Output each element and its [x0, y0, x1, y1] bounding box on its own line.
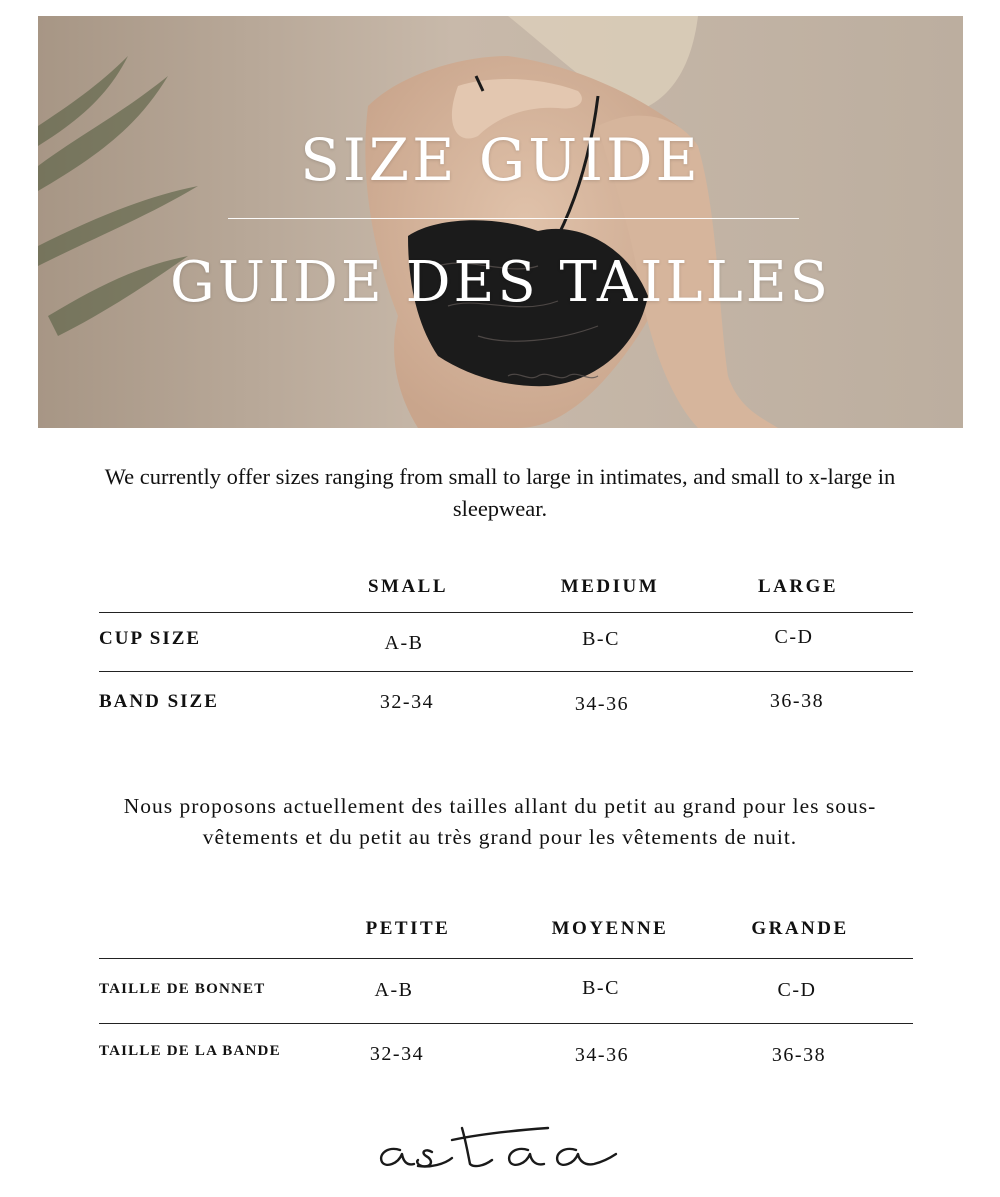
- table-cell: 34-36: [574, 1044, 630, 1066]
- column-header: SMALL: [367, 576, 449, 597]
- table-cell: 36-38: [769, 690, 825, 712]
- table-cell: 34-36: [574, 693, 630, 715]
- column-header: PETITE: [365, 918, 451, 939]
- row-label-taille-de-bonnet: TAILLE DE BONNET: [99, 981, 266, 997]
- row-label-cup-size: CUP SIZE: [99, 628, 202, 649]
- row-label-taille-de-la-bande: TAILLE DE LA BANDE: [99, 1043, 281, 1059]
- table-cell: A-B: [374, 979, 414, 1001]
- table-cell: C-D: [774, 626, 814, 648]
- hero-title-fr: GUIDE DES TAILLES: [169, 250, 832, 315]
- row-label-band-size: BAND SIZE: [99, 691, 219, 712]
- intro-text-fr: Nous proposons actuellement des tailles allant du petit au grand pour les sous-vêtements et du petit au très grand pour les vêtements de nuit.: [123, 794, 877, 849]
- hero-divider: [228, 218, 799, 219]
- table-divider: [99, 671, 913, 672]
- column-header: LARGE: [757, 576, 839, 597]
- table-divider: [99, 958, 913, 959]
- asta-logo: [370, 1118, 630, 1178]
- hero-banner: [38, 16, 963, 428]
- table-divider: [99, 612, 913, 613]
- table-cell: 32-34: [379, 691, 435, 713]
- intro-text-en: We currently offer sizes ranging from small to large in intimates, and small to x-large in sleepwear.: [104, 464, 896, 521]
- table-cell: B-C: [582, 977, 620, 999]
- hero-title-en: SIZE GUIDE: [300, 126, 701, 194]
- column-header: GRANDE: [751, 918, 849, 939]
- table-cell: A-B: [384, 632, 424, 654]
- column-header: MEDIUM: [560, 576, 660, 597]
- table-cell: B-C: [582, 628, 620, 650]
- column-header: MOYENNE: [551, 918, 669, 939]
- table-cell: 32-34: [369, 1043, 425, 1065]
- hero-photo: [38, 16, 963, 428]
- table-divider: [99, 1023, 913, 1024]
- table-cell: C-D: [777, 979, 817, 1001]
- table-cell: 36-38: [771, 1044, 827, 1066]
